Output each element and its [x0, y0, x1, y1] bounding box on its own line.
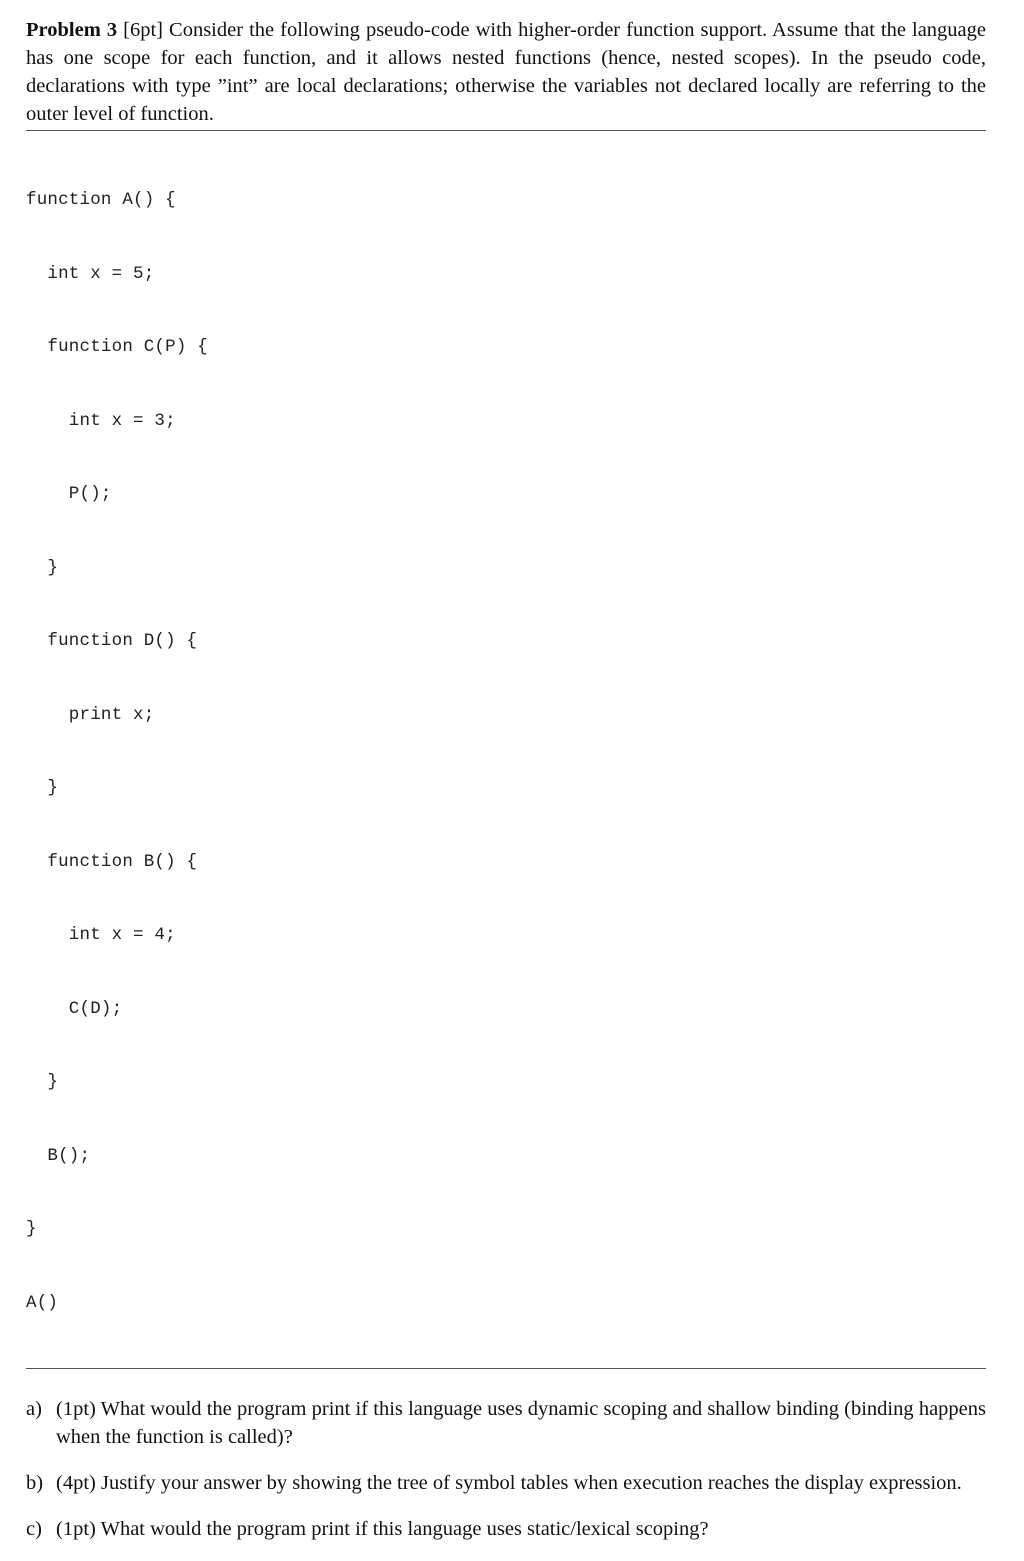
question-text: (4pt) Justify your answer by showing the tree of symbol tables when execution reaches the display expression.: [56, 1472, 962, 1494]
code-line: int x = 3;: [26, 410, 176, 431]
question-label: c): [26, 1518, 42, 1540]
problem-page: [26, 16, 986, 1561]
code-line: P();: [26, 484, 112, 504]
code-line: int x = 4;: [26, 925, 176, 945]
problem-points: [6pt]: [123, 19, 163, 41]
code-line: print x;: [26, 704, 155, 725]
code-line: function B() {: [26, 851, 198, 872]
question-label: b): [26, 1472, 44, 1494]
code-line: }: [26, 557, 59, 578]
code-line: A(): [26, 1292, 59, 1313]
question-text: (1pt) What would the program print if this language uses dynamic scoping and shallow binding (binding happens when the function is called)?: [56, 1398, 986, 1448]
code-line: function D() {: [26, 631, 198, 651]
code-line: C(D);: [26, 998, 123, 1019]
question-b: [26, 1469, 986, 1497]
code-line: function C(P) {: [26, 337, 208, 357]
code-line: int x = 5;: [26, 263, 155, 284]
problem-statement: [26, 16, 986, 128]
question-text: (1pt) What would the program print if this language uses static/lexical scoping?: [56, 1518, 709, 1540]
problem-description: Consider the following pseudo-code with higher-order function support. Assume that the language has one scope for each function, and it allows nested functions (hence, nested scopes). In the pseudo code, declarations with type ”int” are local declarations; otherwise the variables not declared locally are referring to the outer level of function.: [26, 19, 987, 125]
code-line: }: [26, 1219, 37, 1239]
question-a: [26, 1395, 986, 1451]
code-line: }: [26, 778, 59, 798]
pseudo-code-block: [26, 139, 986, 1364]
question-list: [26, 1395, 986, 1543]
question-label: a): [26, 1398, 42, 1420]
code-line: }: [26, 1072, 59, 1092]
problem-title: Problem 3: [26, 19, 118, 41]
code-line: B();: [26, 1145, 91, 1166]
code-line: function A() {: [26, 190, 176, 210]
question-c: [26, 1515, 986, 1543]
bottom-divider: [26, 1368, 986, 1369]
top-divider: [26, 130, 986, 131]
